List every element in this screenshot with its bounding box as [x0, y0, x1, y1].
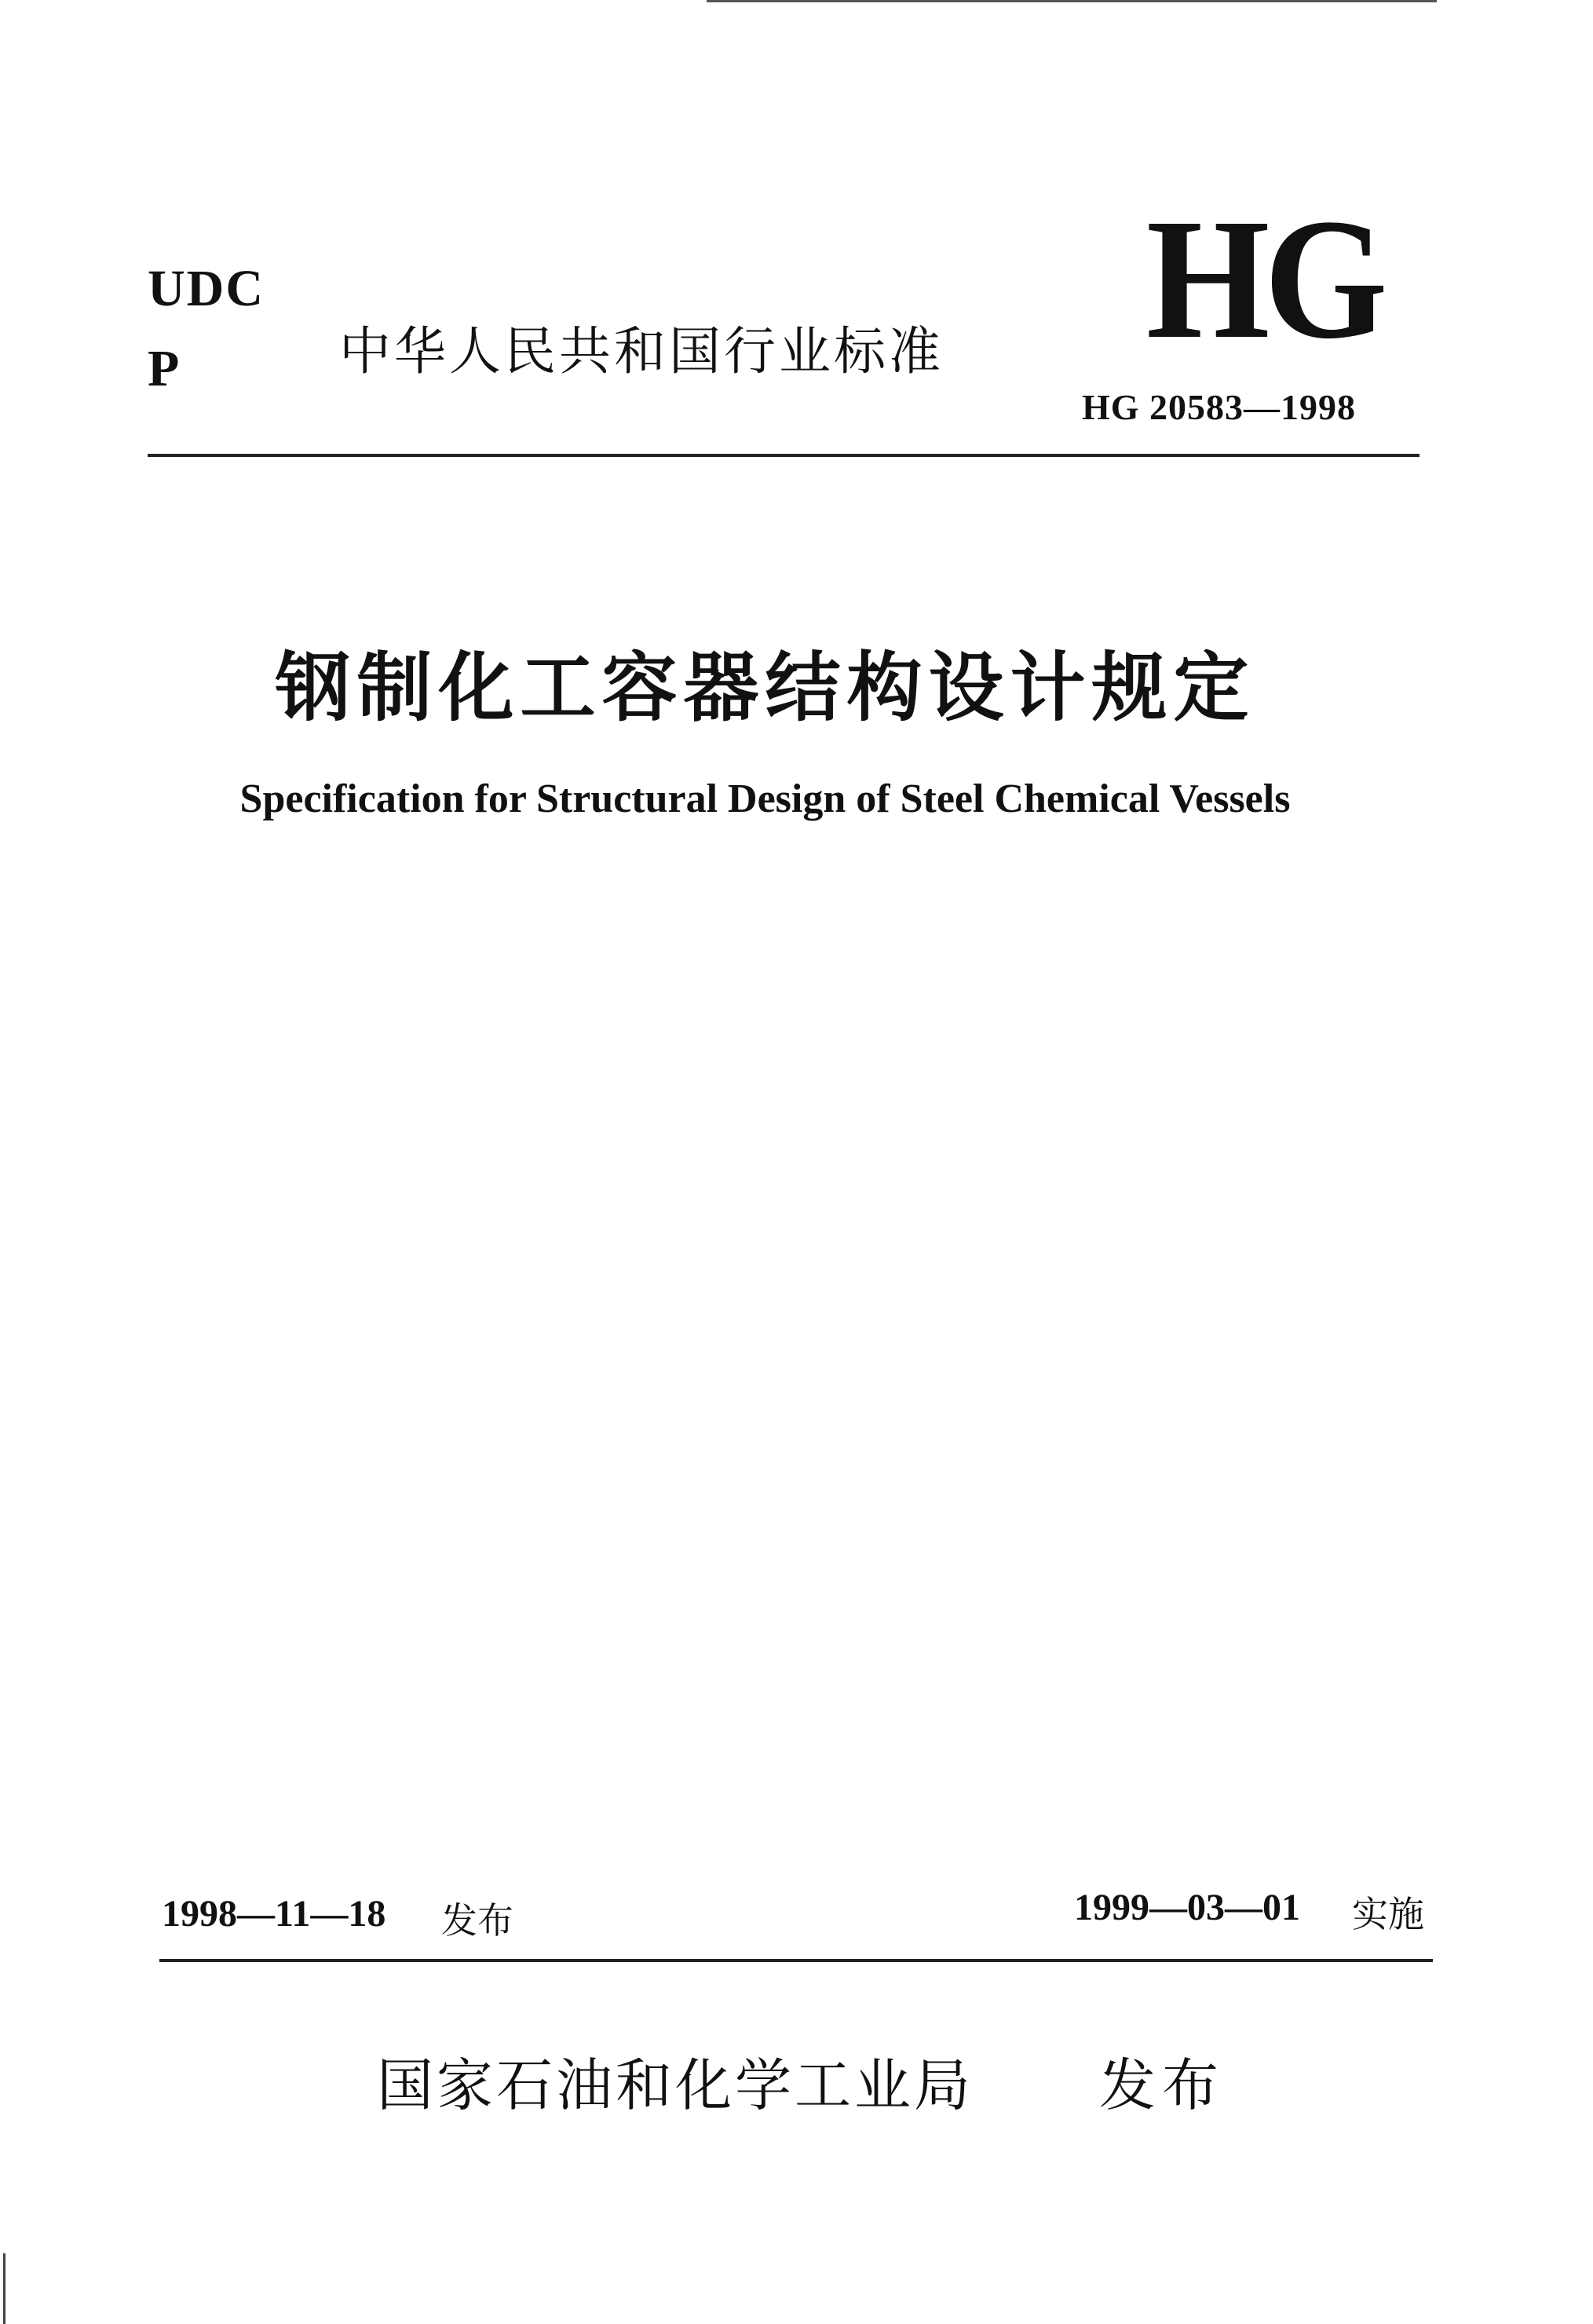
scan-artifact-left-edge — [3, 2253, 5, 2324]
hg-logo: HG — [1146, 183, 1383, 375]
document-title-chinese: 钢制化工容器结构设计规定 — [275, 644, 1255, 732]
scan-artifact-top-line — [707, 0, 1437, 2]
footer-divider — [159, 1959, 1433, 1962]
document-title-english: Specification for Structural Design of Steel Chemical Vessels — [239, 776, 1291, 821]
standard-type-heading: 中华人民共和国行业标准 — [339, 321, 944, 382]
issuing-authority: 国家石油和化学工业局 — [377, 2052, 974, 2118]
issue-date: 1998—11—18 — [162, 1893, 386, 1935]
issue-label: 发布 — [441, 1899, 513, 1942]
header-divider — [148, 454, 1419, 457]
category-code: P — [148, 340, 180, 397]
udc-label: UDC — [148, 260, 265, 317]
standard-number: HG 20583—1998 — [1082, 387, 1357, 427]
effective-date: 1999—03—01 — [1074, 1887, 1300, 1928]
issuing-authority-label: 发布 — [1099, 2052, 1226, 2118]
effective-label: 实施 — [1352, 1893, 1424, 1935]
